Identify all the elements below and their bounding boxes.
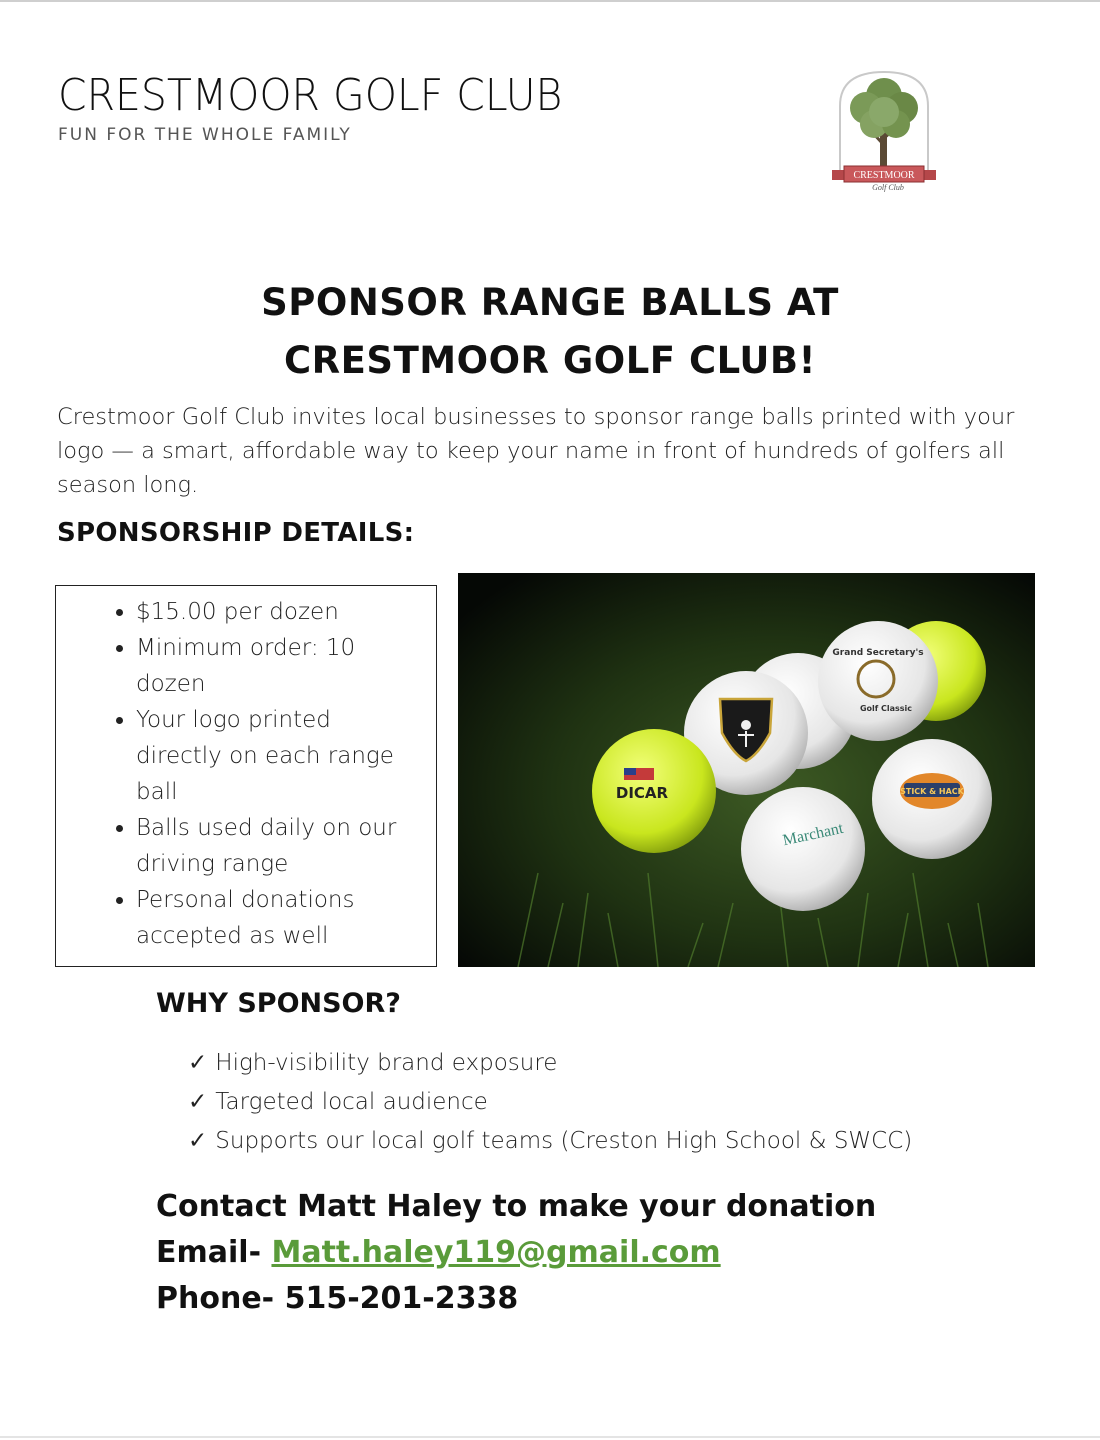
phone-number: 515-201-2338: [284, 1281, 519, 1316]
why-item-text: Targeted local audience: [215, 1089, 488, 1115]
why-item: [188, 1083, 912, 1122]
check-icon: ✓: [188, 1050, 208, 1076]
phone-row: [156, 1276, 876, 1322]
contact-line: Contact Matt Haley to make your donation: [156, 1189, 877, 1224]
club-logo: [826, 66, 942, 194]
header: [58, 70, 600, 145]
details-item: • Personal donations accepted as well: [136, 882, 436, 954]
ball-label: DICAR: [615, 784, 669, 802]
check-icon: ✓: [188, 1089, 208, 1115]
bottom-rule: [0, 1436, 1100, 1438]
logo-sub-text: Golf Club: [872, 183, 904, 192]
tree-icon: [850, 78, 918, 168]
email-row: [156, 1230, 876, 1276]
ball-label: STICK & HACK: [900, 787, 964, 796]
tagline: FUN FOR THE WHOLE FAMILY: [58, 124, 352, 145]
why-item-text: High-visibility brand exposure: [215, 1050, 558, 1076]
headline-line-1: SPONSOR RANGE BALLS AT: [261, 281, 839, 324]
ball-label: Grand Secretary's: [832, 648, 924, 658]
club-name: CRESTMOOR GOLF CLUB: [58, 70, 563, 121]
check-icon: ✓: [188, 1128, 208, 1154]
why-item: [188, 1044, 912, 1083]
details-box: [55, 585, 437, 967]
intro-paragraph: Crestmoor Golf Club invites local businesses to sponsor range balls printed with your logo — a smart, affordable way to keep your name in front of hundreds of golfers all season long.: [57, 404, 1015, 498]
details-item: • Your logo printed directly on each range ball: [136, 702, 436, 810]
phone-label: Phone-: [156, 1281, 275, 1316]
logo-banner-text: CRESTMOOR: [853, 170, 915, 181]
golf-ball: [741, 787, 865, 911]
golf-balls-photo: [458, 573, 1035, 967]
ball-label: Marchant: [781, 819, 845, 850]
email-link[interactable]: Matt.haley119@gmail.com: [271, 1235, 721, 1270]
why-item: [188, 1122, 912, 1161]
details-item: • Minimum order: 10 dozen: [136, 630, 436, 702]
why-sponsor-title: WHY SPONSOR?: [156, 988, 401, 1019]
headline-line-2: CRESTMOOR GOLF CLUB!: [284, 339, 816, 382]
golf-ball: [818, 621, 938, 741]
details-title: SPONSORSHIP DETAILS:: [57, 518, 415, 548]
contact-block: [156, 1184, 876, 1322]
why-sponsor-list: [188, 1044, 912, 1161]
details-item: • $15.00 per dozen: [136, 594, 436, 630]
email-label: Email-: [156, 1235, 262, 1270]
headline: [0, 274, 1100, 390]
why-item-text: Supports our local golf teams (Creston High School & SWCC): [215, 1128, 913, 1154]
top-rule: [0, 0, 1100, 2]
ball-label: Golf Classic: [859, 704, 913, 713]
details-list: [56, 586, 436, 954]
details-item: • Balls used daily on our driving range: [136, 810, 436, 882]
